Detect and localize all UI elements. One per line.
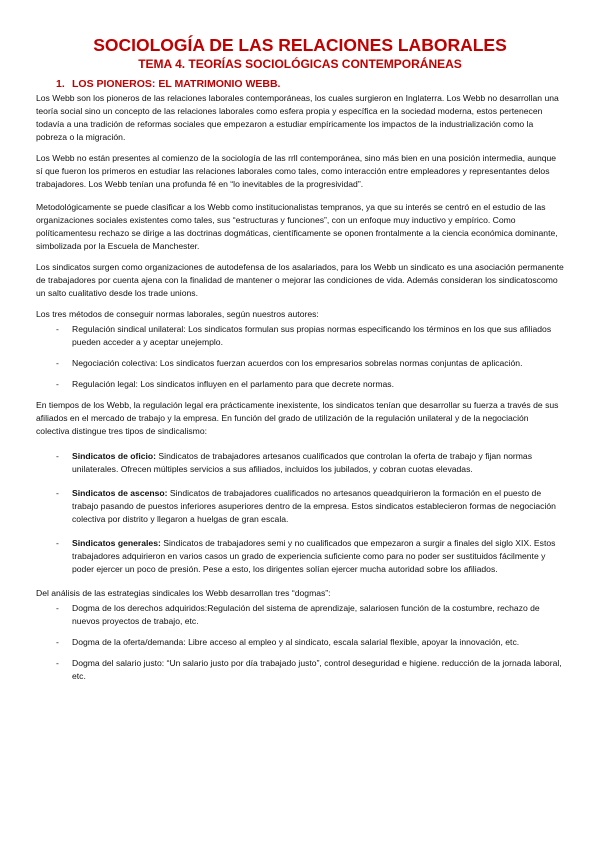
paragraph-position: Los Webb no están presentes al comienzo de la sociología de las rrll contemporánea, sino más bien en una posición intermedia, aunque sí que fueron los primeros en estudiar las relaciones laborales como tales, como interacción entre empleadores y representantes delos trabajadores. Los Webb tenían una profunda fé en “lo inevitables de la progresividad”.	[36, 153, 557, 189]
paragraph-unions: Los sindicatos surgen como organizaciones de autodefensa de los asalariados, para los Webb un sindicato es una asociación permanente de trabajadores por cuenta ajena con la finalidad de mantener o mejorar las condiciones de vida. Además consideran los sindicatoscomo un salto cualitativo desde los trade unions.	[36, 262, 564, 298]
paragraph-methodology: Metodológicamente se puede clasificar a los Webb como institucionalistas tempranos, ya que su interés se centró en el estudio de las organizaciones sociales existentes como tales, sus “estructuras y funciones”, con un enfoque muy inductivo y empírico. Como políticamentesu rechazo se dirige a las doctrinas dogmáticas, científicamente se oponen frontalmente a la ciencia económica dominante, simbolizada por la Escuela de Manchester.	[36, 202, 558, 251]
paragraph-union-types-intro: En tiempos de los Webb, la regulación legal era prácticamente inexistente, los sindicatos tenían que desarrollar su fuerza a través de sus afiliados en el mercado de trabajo y la empresa. En función del grado de utilización de la regulación unilateral y de la negociación colectiva distingue tres tipos de sindicalismo:	[36, 400, 559, 436]
list-item	[36, 657, 564, 683]
list-item-text: Sindicatos de trabajadores artesanos cualificados que controlan la oferta de trabajo y fijan normas unilaterales. Ofrecen múltiples servicios a sus afiliados, incluidos los jubilados, y cobran cuotas elevadas.	[72, 451, 533, 474]
list-item	[36, 487, 564, 526]
paragraph-intro: Los Webb son los pioneros de las relaciones laborales contemporáneas, los cuales surgieron en Inglaterra. Los Webb no desarrollan una teoría social sino un concepto de las relaciones laborales como esfera propia y específica en la sociedad moderna, estos pertenecen todavía a una tradición de reformas sociales que empezaron a estudiar empíricamente los impactos de la industrialización como la pobreza o la migración.	[36, 93, 559, 142]
list-item-term: Sindicatos de ascenso:	[72, 488, 168, 498]
section-heading	[56, 78, 564, 91]
list-item	[36, 357, 564, 370]
list-item	[36, 602, 564, 628]
list-item-text: Dogma del salario justo: “Un salario justo por día trabajado justo”, control deseguridad e higiene. reducción de la jornada laboral, etc.	[72, 658, 562, 681]
list-item-text: Dogma de los derechos adquiridos:Regulación del sistema de aprendizaje, salariosen función de la costumbre, rechazo de nuevos proyectos de trabajo, etc.	[72, 603, 540, 626]
list-item-text: Negociación colectiva: Los sindicatos fuerzan acuerdos con los empresarios sobrelas normas conjuntas de aplicación.	[72, 358, 523, 368]
list-item-term: Sindicatos de oficio:	[72, 451, 157, 461]
paragraph-dogmas-intro: Del análisis de las estrategias sindicales los Webb desarrollan tres “dogmas”:	[36, 588, 331, 598]
dogmas-list	[36, 602, 564, 683]
list-marker: -	[56, 358, 59, 368]
list-marker: -	[56, 451, 59, 461]
list-item-text: Regulación legal: Los sindicatos influyen en el parlamento para que decrete normas.	[72, 379, 394, 389]
list-marker: -	[56, 488, 59, 498]
list-marker: -	[56, 379, 59, 389]
list-item-term: Sindicatos generales:	[72, 538, 161, 548]
section-number: 1.	[56, 78, 65, 90]
list-item	[36, 323, 564, 349]
document-title: SOCIOLOGÍA DE LAS RELACIONES LABORALES	[93, 35, 507, 55]
list-marker: -	[56, 538, 59, 548]
list-item	[36, 537, 564, 576]
list-item	[36, 450, 564, 476]
union-types-list	[36, 450, 564, 576]
paragraph-methods-intro: Los tres métodos de conseguir normas laborales, según nuestros autores:	[36, 309, 319, 319]
list-item-text: Dogma de la oferta/demanda: Libre acceso al empleo y al sindicato, escala salarial flexible, apoyar la innovación, etc.	[72, 637, 520, 647]
list-marker: -	[56, 324, 59, 334]
list-marker: -	[56, 658, 59, 668]
list-item-text: Sindicatos de trabajadores semi y no cualificados que empezaron a surgir a finales del siglo XIX. Estos trabajadores adquirieron en varios casos un grado de experiencia suficiente como para no poder ser sustituidos fácilmente y poder ejercer un poco de presión. Pese a esto, los dirigentes solían ejercer mucha autoridad sobre los afiliados.	[72, 538, 556, 574]
methods-list	[36, 323, 564, 391]
document-subtitle: TEMA 4. TEORÍAS SOCIOLÓGICAS CONTEMPORÁNEAS	[138, 57, 462, 71]
list-marker: -	[56, 603, 59, 613]
list-marker: -	[56, 637, 59, 647]
list-item-text: Regulación sindical unilateral: Los sindicatos formulan sus propias normas especificando los términos en los que sus afiliados pueden acceder a y aceptar unejemplo.	[72, 324, 552, 347]
section-heading-text: LOS PIONEROS: EL MATRIMONIO WEBB.	[72, 78, 281, 90]
list-item	[36, 636, 564, 649]
list-item-text: Sindicatos de trabajadores cualificados no artesanos queadquirieron la formación en el puesto de trabajo pasando de puestos inferiores asuperiores dentro de la empresa. Estos sindicatos establecieron formas de negociación colectiva por distrito y llegaron a huelgas de gran escala.	[72, 488, 556, 524]
list-item	[36, 378, 564, 391]
